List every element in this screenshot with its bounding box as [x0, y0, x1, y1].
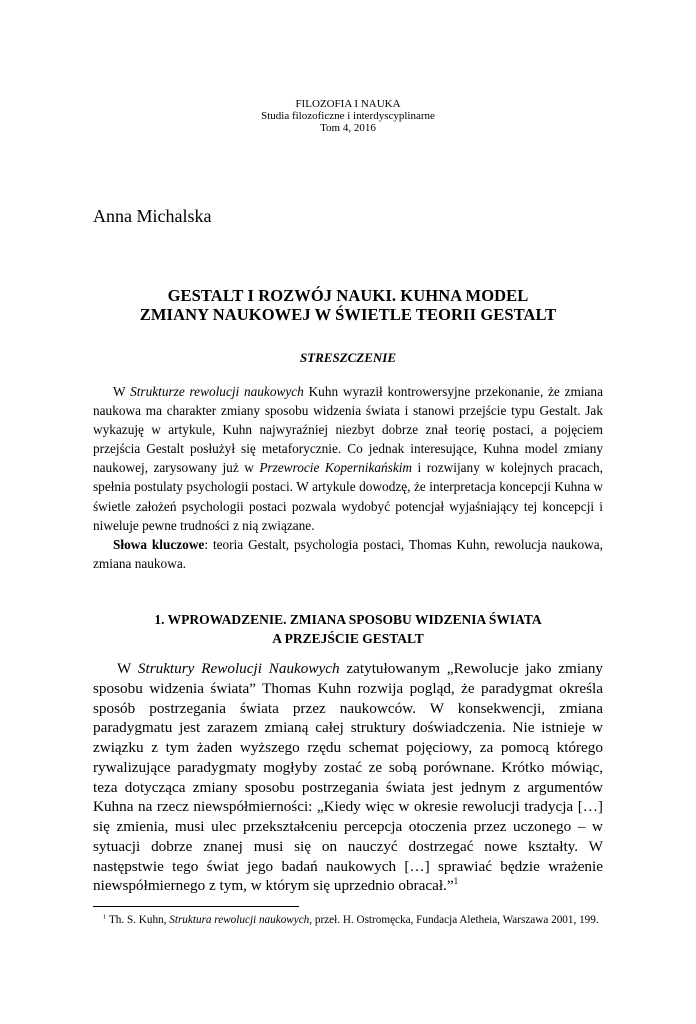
section-heading-line-2: A PRZEJŚCIE GESTALT	[272, 631, 424, 646]
abstract-paragraph	[93, 382, 603, 535]
footnote-text: Th. S. Kuhn,	[106, 914, 170, 926]
journal-subtitle: Studia filozoficzne i interdyscyplinarne	[261, 110, 435, 122]
abstract-text: i rozwijany w kolejnych pracach, spełnia postulaty psychologii postaci. W artykule dowodzę, że interpretacja koncepcji Kuhna w świetle założeń psychologii postaci pozwala wydobyć potencjał wyjaśniający tej koncepcji i niweluje pewne trudności z nią związane.	[93, 460, 603, 533]
keywords-list: : teoria Gestalt, psychologia postaci, Thomas Kuhn, rewolucja naukowa, zmiana naukowa.	[93, 536, 603, 571]
abstract-italic-title: Strukturze rewolucji naukowych	[130, 384, 304, 399]
body-text: W	[117, 660, 138, 677]
body-paragraph	[93, 659, 603, 896]
footnote-number: 1	[103, 913, 107, 921]
journal-volume: Tom 4, 2016	[320, 122, 376, 134]
abstract-italic-title: Przewrocie Kopernikańskim	[259, 460, 413, 476]
section-heading	[93, 610, 603, 648]
journal-header	[0, 98, 696, 134]
body-italic-title: Struktury Rewolucji Naukowych	[137, 660, 340, 677]
title-line-2: ZMIANY NAUKOWEJ W ŚWIETLE TEORII GESTALT	[139, 305, 557, 324]
article-title	[60, 286, 636, 324]
body-text: zatytułowanym „Rewolucje jako zmiany sposobu widzenia świata” Thomas Kuhn rozwija pogląd, że paradygmat określa sposób postrzegania świata przez naukowców. W konsekwencji, zmiana paradygmatu jest zarazem zmianą całej struktury doświadczenia. Nie istnieje w związku z tym żaden wyższego rzędu schemat pojęciowy, za pomocą którego rywalizujące paradygmaty mogłyby zostać ze sobą porównane. Krótko mówiąc, teza dotycząca zmiany sposobu postrzegania świata jest jednym z argumentów Kuhna na rzecz niewspółmierności: „Kiedy więc w okresie rewolucji tradycja […] się zmienia, musi ulec przekształceniu percepcja otoczenia przez uczonego – w sytuacji dobrze znanej musi się on nauczyć dostrzegać nowe kształty. W następstwie tego świat jego badań naukowych […] sprawiać będzie wrażenie niewspółmiernego z tym, w którym się uprzednio obracał.”	[93, 660, 604, 895]
footnote	[93, 911, 603, 930]
author-name: Anna Michalska	[93, 206, 212, 226]
journal-name: FILOZOFIA I NAUKA	[295, 98, 401, 110]
keywords	[93, 535, 603, 573]
title-line-1: GESTALT I ROZWÓJ NAUKI. KUHNA MODEL	[167, 286, 529, 305]
footnote-divider	[93, 906, 299, 907]
abstract-heading: STRESZCZENIE	[299, 350, 397, 365]
abstract-text: W	[113, 384, 131, 399]
section-heading-line-1: 1. WPROWADZENIE. ZMIANA SPOSOBU WIDZENIA ŚWIATA	[154, 612, 542, 627]
abstract-text: Kuhn wyraził kontrowersyjne przekonanie, że zmiana naukowa ma charakter zmiany sposobu widzenia świata i stanowi przejście typu Gestalt. Jak wykazuję w artykule, Kuhn najwyraźniej niezbyt dobrze znał teorię postaci, a pojęciem przejścia Gestalt posłużył się metaforycznie. Co jednak interesujące, Kuhna model zmiany naukowej, zarysowany już w	[93, 384, 603, 476]
footnote-reference[interactable]: 1	[453, 876, 459, 887]
footnote-italic-title: Struktura rewolucji naukowych	[169, 914, 310, 926]
section-body	[93, 659, 603, 896]
footnote-text: , przeł. H. Ostromęcka, Fundacja Aletheia, Warszawa 2001, 199.	[309, 914, 599, 926]
keywords-label: Słowa kluczowe	[113, 536, 205, 552]
abstract	[93, 382, 603, 573]
